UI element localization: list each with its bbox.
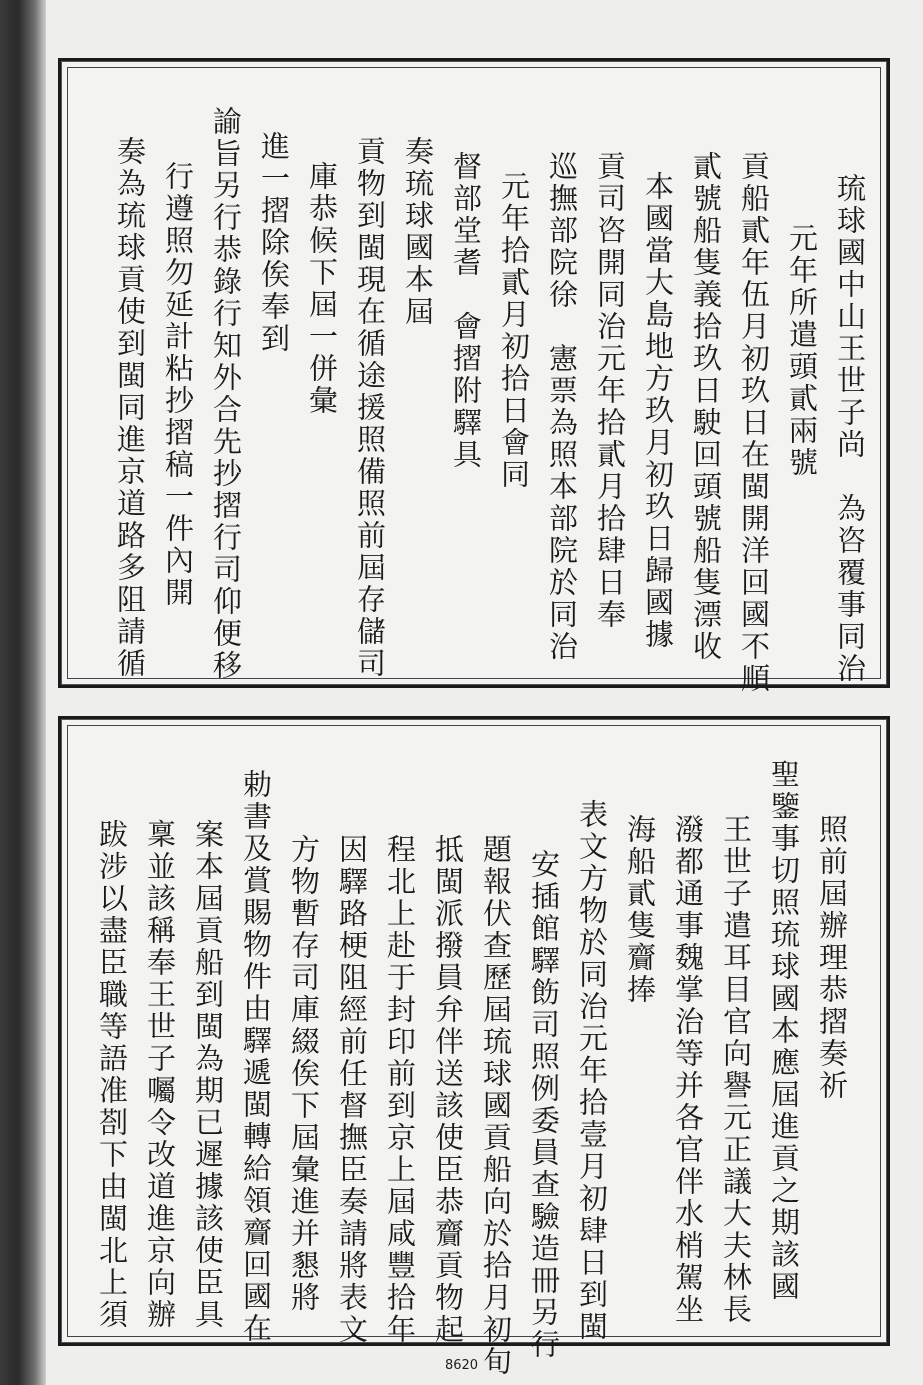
text-column: 貢船貳年伍月初玖日在閩開洋回國不順 xyxy=(737,151,771,695)
text-column: 元年所遣頭貳兩號 xyxy=(785,223,819,479)
text-column: 表文方物於同治元年拾壹月初肆日到閩 xyxy=(575,799,609,1343)
text-column: 諭旨另行恭錄行知外合先抄摺行司仰便移 xyxy=(209,106,243,682)
text-column: 案本屆貢船到閩為期已遲據該使臣具 xyxy=(191,819,225,1331)
text-column: 貢司咨開同治元年拾貳月拾肆日奉 xyxy=(593,151,627,631)
text-column: 奏為琉球貢使到閩同進京道路多阻請循 xyxy=(113,136,147,680)
text-column: 行遵照勿延計粘抄摺稿一件內開 xyxy=(161,161,195,609)
top-page xyxy=(58,58,890,695)
text-column: 潑都通事魏掌治等并各官伴水梢駕坐 xyxy=(671,814,705,1326)
text-column: 方物暫存司庫綴俟下屆彙進并懇將 xyxy=(287,834,321,1314)
text-column: 貢物到閩現在循途援照備照前屆存儲司 xyxy=(353,136,387,680)
text-column: 督部堂耆 會摺附驛具 xyxy=(449,151,483,471)
text-column: 稟並該稱奉王世子囑令改道進京向辦 xyxy=(143,819,177,1331)
text-column: 因驛路梗阻經前任督撫臣奏請將表文 xyxy=(335,834,369,1346)
text-column: 巡撫部院徐 憲票為照本部院於同治 xyxy=(545,151,579,663)
text-column: 跋涉以盡臣職等語准剳下由閩北上須 xyxy=(95,819,129,1331)
text-column: 安插館驛飭司照例委員查驗造冊另行 xyxy=(527,849,561,1361)
text-column: 元年拾貳月初拾日會同 xyxy=(497,171,531,491)
text-column: 庫恭候下屆一併彙 xyxy=(305,161,339,417)
text-column: 進一摺除俟奉到 xyxy=(257,131,291,355)
bottom-page-inner-frame xyxy=(67,725,881,1337)
text-column: 聖鑒事切照琉球國本應屆進貢之期該國 xyxy=(767,759,801,1303)
text-column: 奏琉球國本屆 xyxy=(401,136,435,328)
text-column: 勅書及賞賜物件由驛遞閩轉給領齎回國在 xyxy=(239,769,273,1345)
text-column: 海船貳隻齎捧 xyxy=(623,814,657,1006)
text-column: 琉球國中山王世子尚 為咨覆事同治 xyxy=(833,173,867,685)
text-column: 抵閩派撥員弁伴送該使臣恭齎貢物起 xyxy=(431,834,465,1346)
text-column: 貳號船隻義拾玖日駛回頭號船隻漂收 xyxy=(689,151,723,663)
page-number: 8620 xyxy=(444,1358,479,1373)
text-column: 照前屆辦理恭摺奏祈 xyxy=(815,814,849,1102)
book-binding-shadow xyxy=(0,0,46,1385)
text-column: 程北上赴于封印前到京上屆咸豐拾年 xyxy=(383,834,417,1346)
text-column: 題報伏查歷屆琉球國貢船向於拾月初旬 xyxy=(479,834,513,1378)
text-column: 王世子遣耳目官向譽元正議大夫林長 xyxy=(719,814,753,1326)
text-column: 本國當大島地方玖月初玖日歸國據 xyxy=(641,171,675,651)
